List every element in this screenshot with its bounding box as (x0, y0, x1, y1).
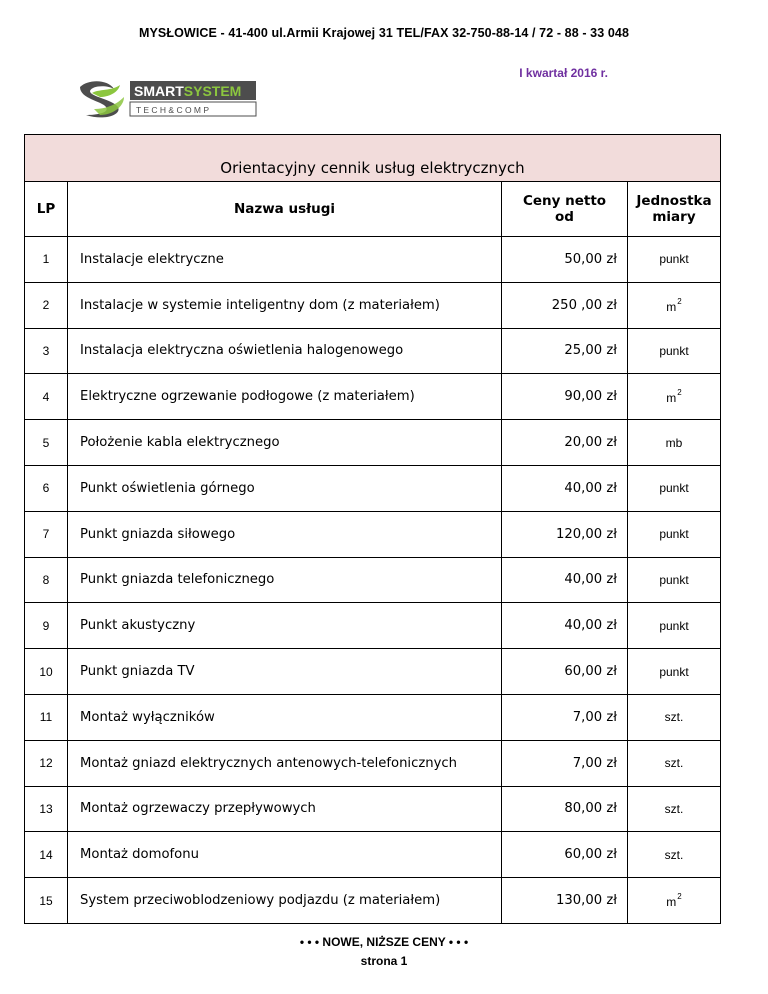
row-lp: 10 (25, 649, 68, 695)
logo-word-a: SMART (134, 83, 184, 99)
row-unit (628, 282, 721, 328)
row-unit-label: punkt (659, 618, 689, 633)
row-price: 130,00 zł (502, 878, 628, 924)
row-unit-label: punkt (659, 343, 689, 358)
row-service-name: Montaż gniazd elektrycznych antenowych-telefonicznych (68, 740, 502, 786)
logo-word-b: SYSTEM (183, 83, 242, 99)
table-header-row (25, 182, 721, 237)
table-row (25, 649, 721, 695)
table-row (25, 786, 721, 832)
row-unit-label: szt. (664, 710, 684, 725)
row-service-name: Punkt gniazda TV (68, 649, 502, 695)
row-price: 40,00 zł (502, 465, 628, 511)
row-price: 40,00 zł (502, 557, 628, 603)
row-lp: 14 (25, 832, 68, 878)
row-price: 90,00 zł (502, 374, 628, 420)
row-unit-superscript: 2 (677, 388, 682, 398)
row-unit-superscript: 2 (677, 892, 682, 902)
row-service-name: Instalacje elektryczne (68, 237, 502, 283)
table-row (25, 603, 721, 649)
company-address-line: MYSŁOWICE - 41-400 ul.Armii Krajowej 31 TEL/FAX 32-750-88-14 / 72 - 88 - 33 048 (138, 26, 630, 40)
header-lp: LP (25, 182, 68, 237)
header-price-line1: Ceny netto (522, 193, 607, 209)
row-service-name: Punkt gniazda telefonicznego (68, 557, 502, 603)
row-lp: 4 (25, 374, 68, 420)
footer-page-number: strona 1 (360, 954, 408, 968)
row-unit-label: m (666, 299, 677, 314)
row-unit-label: punkt (659, 481, 689, 496)
row-unit (628, 237, 721, 283)
row-unit-label: punkt (659, 572, 689, 587)
row-lp: 13 (25, 786, 68, 832)
table-row (25, 420, 721, 466)
header-name: Nazwa usługi (68, 182, 502, 237)
row-unit (628, 374, 721, 420)
row-lp: 8 (25, 557, 68, 603)
table-row (25, 282, 721, 328)
row-unit (628, 832, 721, 878)
row-service-name: Instalacja elektryczna oświetlenia halogenowego (68, 328, 502, 374)
row-unit-label: mb (665, 435, 683, 450)
logo-tagline: T E C H & C O M P (136, 105, 210, 115)
row-service-name: Położenie kabla elektrycznego (68, 420, 502, 466)
table-row (25, 237, 721, 283)
table-title: Orientacyjny cennik usług elektrycznych (220, 159, 525, 177)
footer (0, 933, 768, 971)
row-unit (628, 328, 721, 374)
header-price (502, 182, 628, 237)
row-lp: 7 (25, 511, 68, 557)
row-lp: 6 (25, 465, 68, 511)
header-unit (628, 182, 721, 237)
row-price: 120,00 zł (502, 511, 628, 557)
row-service-name: Montaż domofonu (68, 832, 502, 878)
row-price: 25,00 zł (502, 328, 628, 374)
row-price: 250 ,00 zł (502, 282, 628, 328)
row-lp: 3 (25, 328, 68, 374)
table-title-cell (25, 135, 721, 182)
row-price: 20,00 zł (502, 420, 628, 466)
smartsystem-logo (78, 79, 258, 119)
row-unit-label: punkt (659, 527, 689, 542)
footer-slogan: • • • NOWE, NIŻSZE CENY • • • (299, 935, 469, 949)
row-price: 80,00 zł (502, 786, 628, 832)
row-lp: 9 (25, 603, 68, 649)
table-row (25, 374, 721, 420)
table-row (25, 832, 721, 878)
row-price: 7,00 zł (502, 740, 628, 786)
row-unit (628, 649, 721, 695)
row-unit (628, 694, 721, 740)
row-service-name: Punkt gniazda siłowego (68, 511, 502, 557)
row-unit (628, 786, 721, 832)
row-unit-label: punkt (659, 252, 689, 267)
table-row (25, 328, 721, 374)
row-lp: 12 (25, 740, 68, 786)
row-service-name: Montaż ogrzewaczy przepływowych (68, 786, 502, 832)
row-lp: 15 (25, 878, 68, 924)
row-price: 60,00 zł (502, 649, 628, 695)
row-service-name: Montaż wyłączników (68, 694, 502, 740)
table-row (25, 878, 721, 924)
row-unit (628, 740, 721, 786)
row-price: 50,00 zł (502, 237, 628, 283)
row-price: 60,00 zł (502, 832, 628, 878)
row-price: 7,00 zł (502, 694, 628, 740)
row-lp: 1 (25, 237, 68, 283)
row-unit-label: punkt (659, 664, 689, 679)
header-unit-line1: Jednostka (636, 193, 712, 209)
row-unit-label: szt. (664, 847, 684, 862)
row-unit (628, 603, 721, 649)
row-service-name: Instalacje w systemie inteligentny dom (z materiałem) (68, 282, 502, 328)
row-service-name: System przeciwoblodzeniowy podjazdu (z materiałem) (68, 878, 502, 924)
header-unit-line2: miary (652, 209, 696, 225)
table-row (25, 557, 721, 603)
row-lp: 5 (25, 420, 68, 466)
table-row (25, 694, 721, 740)
svg-text:SMARTSYSTEM (134, 83, 241, 99)
price-table (24, 134, 721, 924)
quarter-label: I kwartał 2016 r. (519, 66, 608, 80)
row-service-name: Punkt oświetlenia górnego (68, 465, 502, 511)
row-lp: 11 (25, 694, 68, 740)
row-lp: 2 (25, 282, 68, 328)
row-unit-superscript: 2 (677, 296, 682, 306)
table-row (25, 740, 721, 786)
row-service-name: Punkt akustyczny (68, 603, 502, 649)
row-unit (628, 511, 721, 557)
row-unit (628, 420, 721, 466)
row-unit-label: m (666, 895, 677, 910)
row-service-name: Elektryczne ogrzewanie podłogowe (z materiałem) (68, 374, 502, 420)
row-unit-label: szt. (664, 801, 684, 816)
header-price-line2: od (555, 209, 574, 225)
row-unit-label: szt. (664, 756, 684, 771)
row-unit (628, 878, 721, 924)
row-unit-label: m (666, 391, 677, 406)
table-row (25, 511, 721, 557)
row-unit (628, 465, 721, 511)
row-price: 40,00 zł (502, 603, 628, 649)
table-row (25, 465, 721, 511)
row-unit (628, 557, 721, 603)
